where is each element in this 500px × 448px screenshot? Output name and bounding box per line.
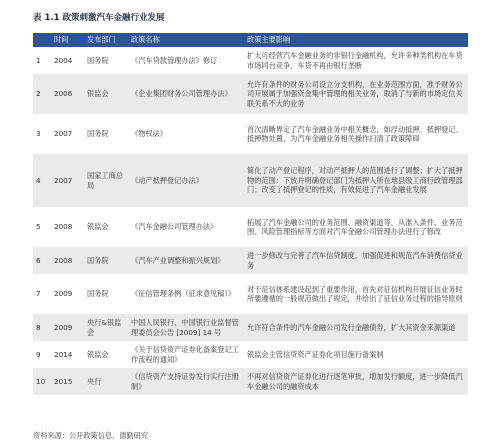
table-row: [33, 154, 468, 207]
header-no: [33, 33, 51, 47]
table-row: [33, 341, 468, 368]
cell-dept: 银监会: [84, 341, 128, 368]
table-row: [33, 207, 468, 247]
cell-no: 7: [33, 274, 51, 314]
cell-name: 《动产抵押登记办法》: [128, 154, 244, 207]
cell-content: 首次清晰界定了汽车金融业务中相关概念，如浮动抵押、抵押登记、抵押物处置，为汽车金融业务相关操作扫清了政策障碍: [244, 114, 468, 154]
cell-name: 《汽车贷款管理办法》修订: [128, 47, 244, 74]
cell-time: 2008: [51, 247, 84, 274]
source-note: 资料来源：公开政策信息、德勤研究: [33, 431, 149, 440]
header-content: 政策主要影响: [244, 33, 468, 47]
cell-content: 允许有条件的财务公司设立分支机构，在业务范围方面，准予财务公司开展属于加强资金集中管理的相关业务，取消了与新的市场定位关联关系不大的业务: [244, 74, 468, 114]
cell-content: 允许符合条件的汽车金融公司发行金融债券，扩大其资金来源渠道: [244, 314, 468, 341]
header-dept: 发布部门: [84, 33, 128, 47]
cell-name: 《汽车产业调整和振兴规划》: [128, 247, 244, 274]
cell-time: 2004: [51, 47, 84, 74]
cell-time: 2009: [51, 314, 84, 341]
cell-dept: 国务院: [84, 114, 128, 154]
table-row: [33, 74, 468, 114]
cell-no: 3: [33, 114, 51, 154]
cell-time: 2007: [51, 114, 84, 154]
header-time: 时间: [51, 33, 84, 47]
cell-content: 扩大可经营汽车金融业务的非银行金融机构，允许多种类机构在车贷市场同台竞争，车贷不再由银行垄断: [244, 47, 468, 74]
cell-time: 2007: [51, 154, 84, 207]
cell-name: 《征信管理条例（征求意见稿）》: [128, 274, 244, 314]
cell-dept: 银监会: [84, 207, 128, 247]
table-title: 表 1.1 政策刺激汽车金融行业发展: [33, 13, 165, 23]
cell-time: 2015: [51, 368, 84, 395]
cell-name: 《关于信贷资产证券化备案登记工作流程的通知》: [128, 341, 244, 368]
cell-content: 简化了动产登记程序，对动产抵押人的范围进行了调整；扩大了抵押物的范围：下放并明确登记部门为抵押人所在地县级工商行政管理部门；改变了抵押登记的性质，有效促进了汽车金融业发展: [244, 154, 468, 207]
cell-dept: 国家工商总局: [84, 154, 128, 207]
table-body: [33, 47, 468, 395]
cell-no: 8: [33, 314, 51, 341]
cell-content: 对于征信体系建设起到了重要作用，首先对征信机构开展征信业务时所要遵循的一般规范做出了规定，并给出了征信业务过程的指导原则: [244, 274, 468, 314]
header-name: 政策名称: [128, 33, 244, 47]
cell-dept: 国务院: [84, 47, 128, 74]
cell-no: 4: [33, 154, 51, 207]
cell-dept: 央行: [84, 368, 128, 395]
cell-no: 9: [33, 341, 51, 368]
cell-dept: 央行&银监会: [84, 314, 128, 341]
cell-content: 拓展了汽车金融公司的业务范围、融资渠道等，从准入条件、业务范围、风险管理指标等方面对汽车金融公司管理办法进行了修改: [244, 207, 468, 247]
table-header-row: [33, 33, 468, 47]
cell-name: 《汽车金融公司管理办法》: [128, 207, 244, 247]
cell-name: 中国人民银行、中国银行业监督管理委员会公告 [2009] 14 号: [128, 314, 244, 341]
cell-content: 进一步修改与完善了汽车信贷制度，加强促进和规范汽车消费信贷业务: [244, 247, 468, 274]
cell-time: 2014: [51, 341, 84, 368]
cell-dept: 国务院: [84, 274, 128, 314]
cell-dept: 国务院: [84, 247, 128, 274]
table-row: [33, 114, 468, 154]
cell-no: 5: [33, 207, 51, 247]
cell-content: 银监会主管信贷资产证券化项目施行备案制: [244, 341, 468, 368]
cell-dept: 银监会: [84, 74, 128, 114]
table-row: [33, 314, 468, 341]
cell-content: 不再对信贷资产证券化进行逐笔审批，增加发行额度，进一步降低汽车金融公司的融资成本: [244, 368, 468, 395]
cell-name: 《物权法》: [128, 114, 244, 154]
cell-time: 2006: [51, 74, 84, 114]
table-row: [33, 274, 468, 314]
table-row: [33, 368, 468, 395]
cell-no: 6: [33, 247, 51, 274]
cell-no: 1: [33, 47, 51, 74]
cell-time: 2008: [51, 207, 84, 247]
cell-no: 2: [33, 74, 51, 114]
table-row: [33, 47, 468, 74]
cell-name: 《信贷资产支持证券发行实行注册制》: [128, 368, 244, 395]
cell-name: 《企业集团财务公司管理办法》: [128, 74, 244, 114]
policy-table: [33, 33, 468, 395]
cell-no: 10: [33, 368, 51, 395]
table-row: [33, 247, 468, 274]
cell-time: 2009: [51, 274, 84, 314]
